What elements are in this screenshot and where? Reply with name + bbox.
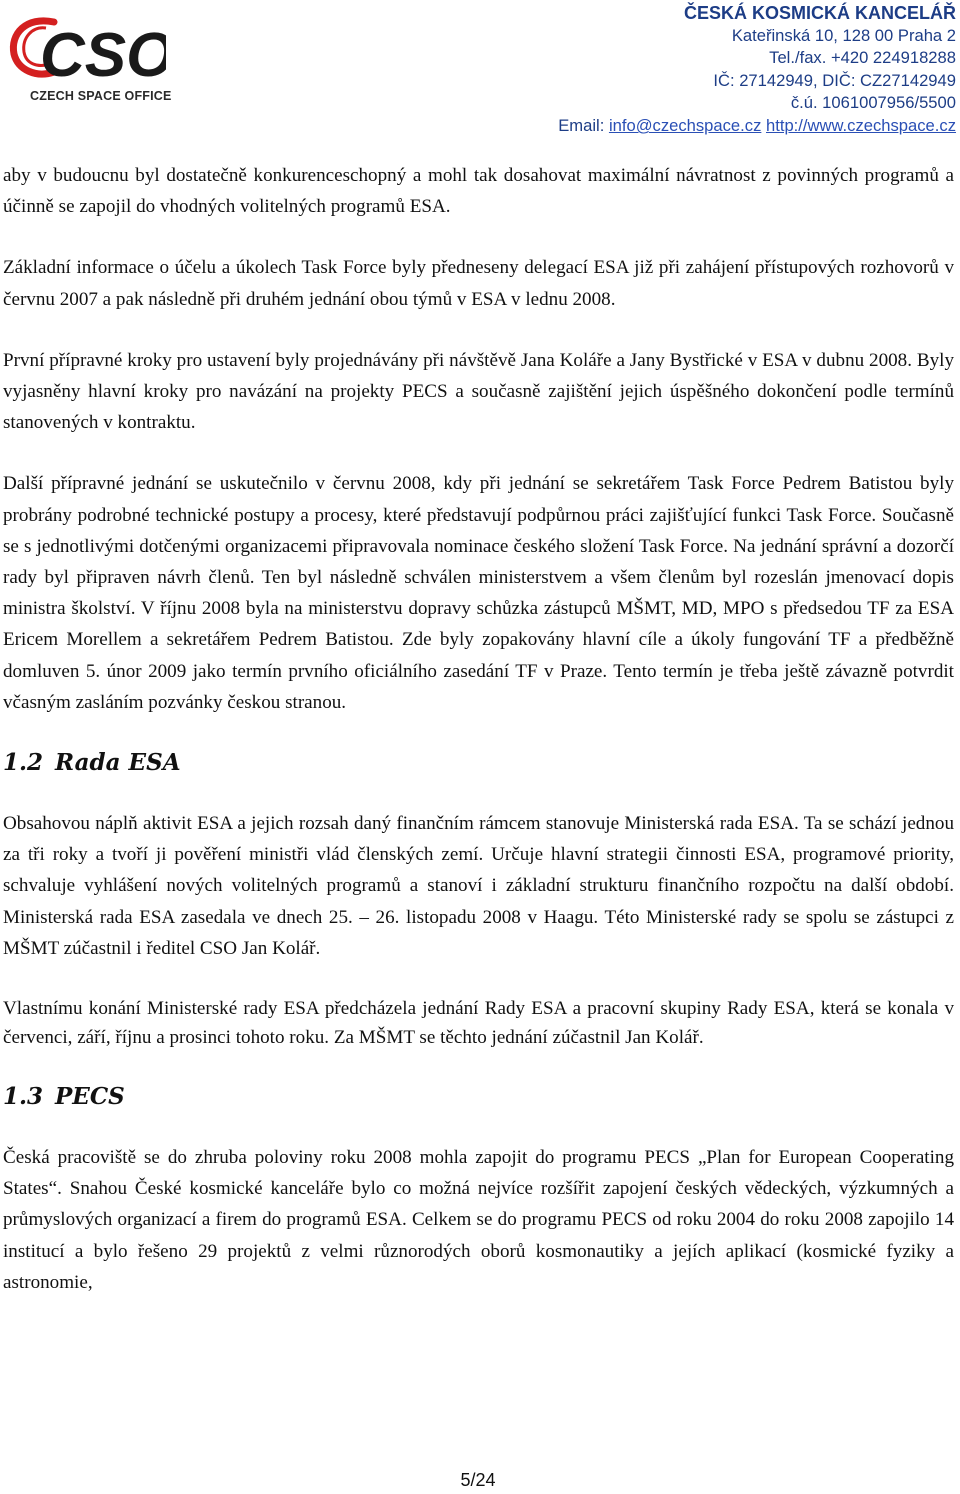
email-link[interactable]: info@czechspace.cz [608,115,762,135]
paragraph-further-meeting: Další přípravné jednání se uskutečnilo v červnu 2008, kdy při jednání se sekretářem Task Force Pedrem Batistou byly probrány podrobné technické postupy a procesy, které představují podpůrnou práci zajišťující funkci Task Force. Současně se s jednotlivými dotčenými organizacemi připravovala nominace českého složení Task Force. Na jednání správní a dozorčí rady byl připraven návrh členů. Ten byl následně schválen ministerstvem a všem členům byl rozeslán jmenovací dopis ministra školství. V říjnu 2008 byla na ministerstvu dopravy schůzka zástupců MŠMT, MD, MPO s předsedou TF za ESA Ericem Morellem a sekretářem Pedrem Batistou. Zde byly zopakovány hlavní cíle a úkoly fungování TF a předběžně domluven 5. únor 2009 jako termín prvního oficiálního zasedání TF v Praze. Tento termín je třeba ještě závazně potvrdit včasným zasláním pozvánky českou stranou. [3,473,954,713]
section-title: PECS [55,1083,125,1111]
logo-text: CSO [40,21,166,90]
cso-logo-graphic [6,10,166,90]
paragraph-first-steps: První přípravné kroky pro ustavení byly projednávány při návštěvě Jana Koláře a Jany Bystřické v ESA v dubnu 2008. Byly vyjasněny hlavní kroky pro navázání na projekty PECS a současně zajištění jejich úspěšného dokončení podle termínů stanovených v kontraktu. [3,349,954,434]
paragraph-council-meetings: Vlastnímu konání Ministerské rady ESA předcházela jednání Rady ESA a pracovní skupiny Rady ESA, která se konala v červenci, září, říjnu a prosinci tohoto roku. Za MŠMT se těchto jednání zúčastnil Jan Kolář. [3,998,954,1049]
document-body [3,160,954,1328]
website-link[interactable]: http://www.czechspace.cz [766,115,956,135]
section-heading-pecs [3,1082,954,1112]
org-account: č.ú. 1061007956/5500 [790,93,956,113]
email-label: Email: [558,115,605,135]
org-ids: IČ: 27142949, DIČ: CZ27142949 [713,70,956,90]
paragraph-task-force-info: Základní informace o účelu a úkolech Task Force byly předneseny delegací ESA již při zahájení přístupových rozhovorů v červnu 2007 a pak následně při druhém jednání obou týmů v ESA v lednu 2008. [3,257,954,310]
paragraph-pecs: Česká pracoviště se do zhruba poloviny roku 2008 mohla zapojit do programu PECS „Plan for European Cooperating States“. Snahou České kosmické kanceláře bylo co možná nejvíce rozšířit zapojení českých vědeckých, výzkumných a průmyslových organizací a firem do programů ESA. Celkem se do programu PECS od roku 2004 do roku 2008 zapojilo 14 institucí a bylo řešeno 29 projektů z velmi různorodých oborů kosmonautiky a jejích aplikací (kosmické fyziky a astronomie, [3,1147,954,1293]
org-address: Kateřinská 10, 128 00 Praha 2 [731,25,956,45]
org-phone: Tel./fax. +420 224918288 [769,48,956,68]
paragraph-continuation: aby v budoucnu byl dostatečně konkurenceschopný a mohl tak dosahovat maximální návratnost z povinných programů a účinně se zapojil do vhodných volitelných programů ESA. [3,165,954,218]
letterhead-info [558,2,956,138]
logo-subtitle: CZECH SPACE OFFICE [30,89,172,103]
page-number: 5/24 [460,1470,496,1490]
section-number: 1.3 [3,1083,44,1111]
org-contacts [558,115,956,138]
section-title: Rada ESA [55,749,181,777]
section-number: 1.2 [3,749,44,777]
paragraph-ministerial-council: Obsahovou náplň aktivit ESA a jejich rozsah daný finančním rámcem stanovuje Ministerská rada ESA. Ta se schází jednou za tři roky a tvoří ji pověření ministři vlád členských zemí. Určuje hlavní strategii činnosti ESA, programové priority, schvaluje vyhlášení nových volitelných programů a stanoví i základní strukturu finančního rozpočtu na další období. Ministerská rada ESA zasedala ve dnech 25. – 26. listopadu 2008 v Haagu. Této Ministerské rady se spolu se zástupci z MŠMT zúčastnil i ředitel CSO Jan Kolář. [3,813,954,959]
org-name: ČESKÁ KOSMICKÁ KANCELÁŘ [683,3,956,23]
cso-logo [6,10,172,103]
section-heading-rada-esa [3,748,954,778]
